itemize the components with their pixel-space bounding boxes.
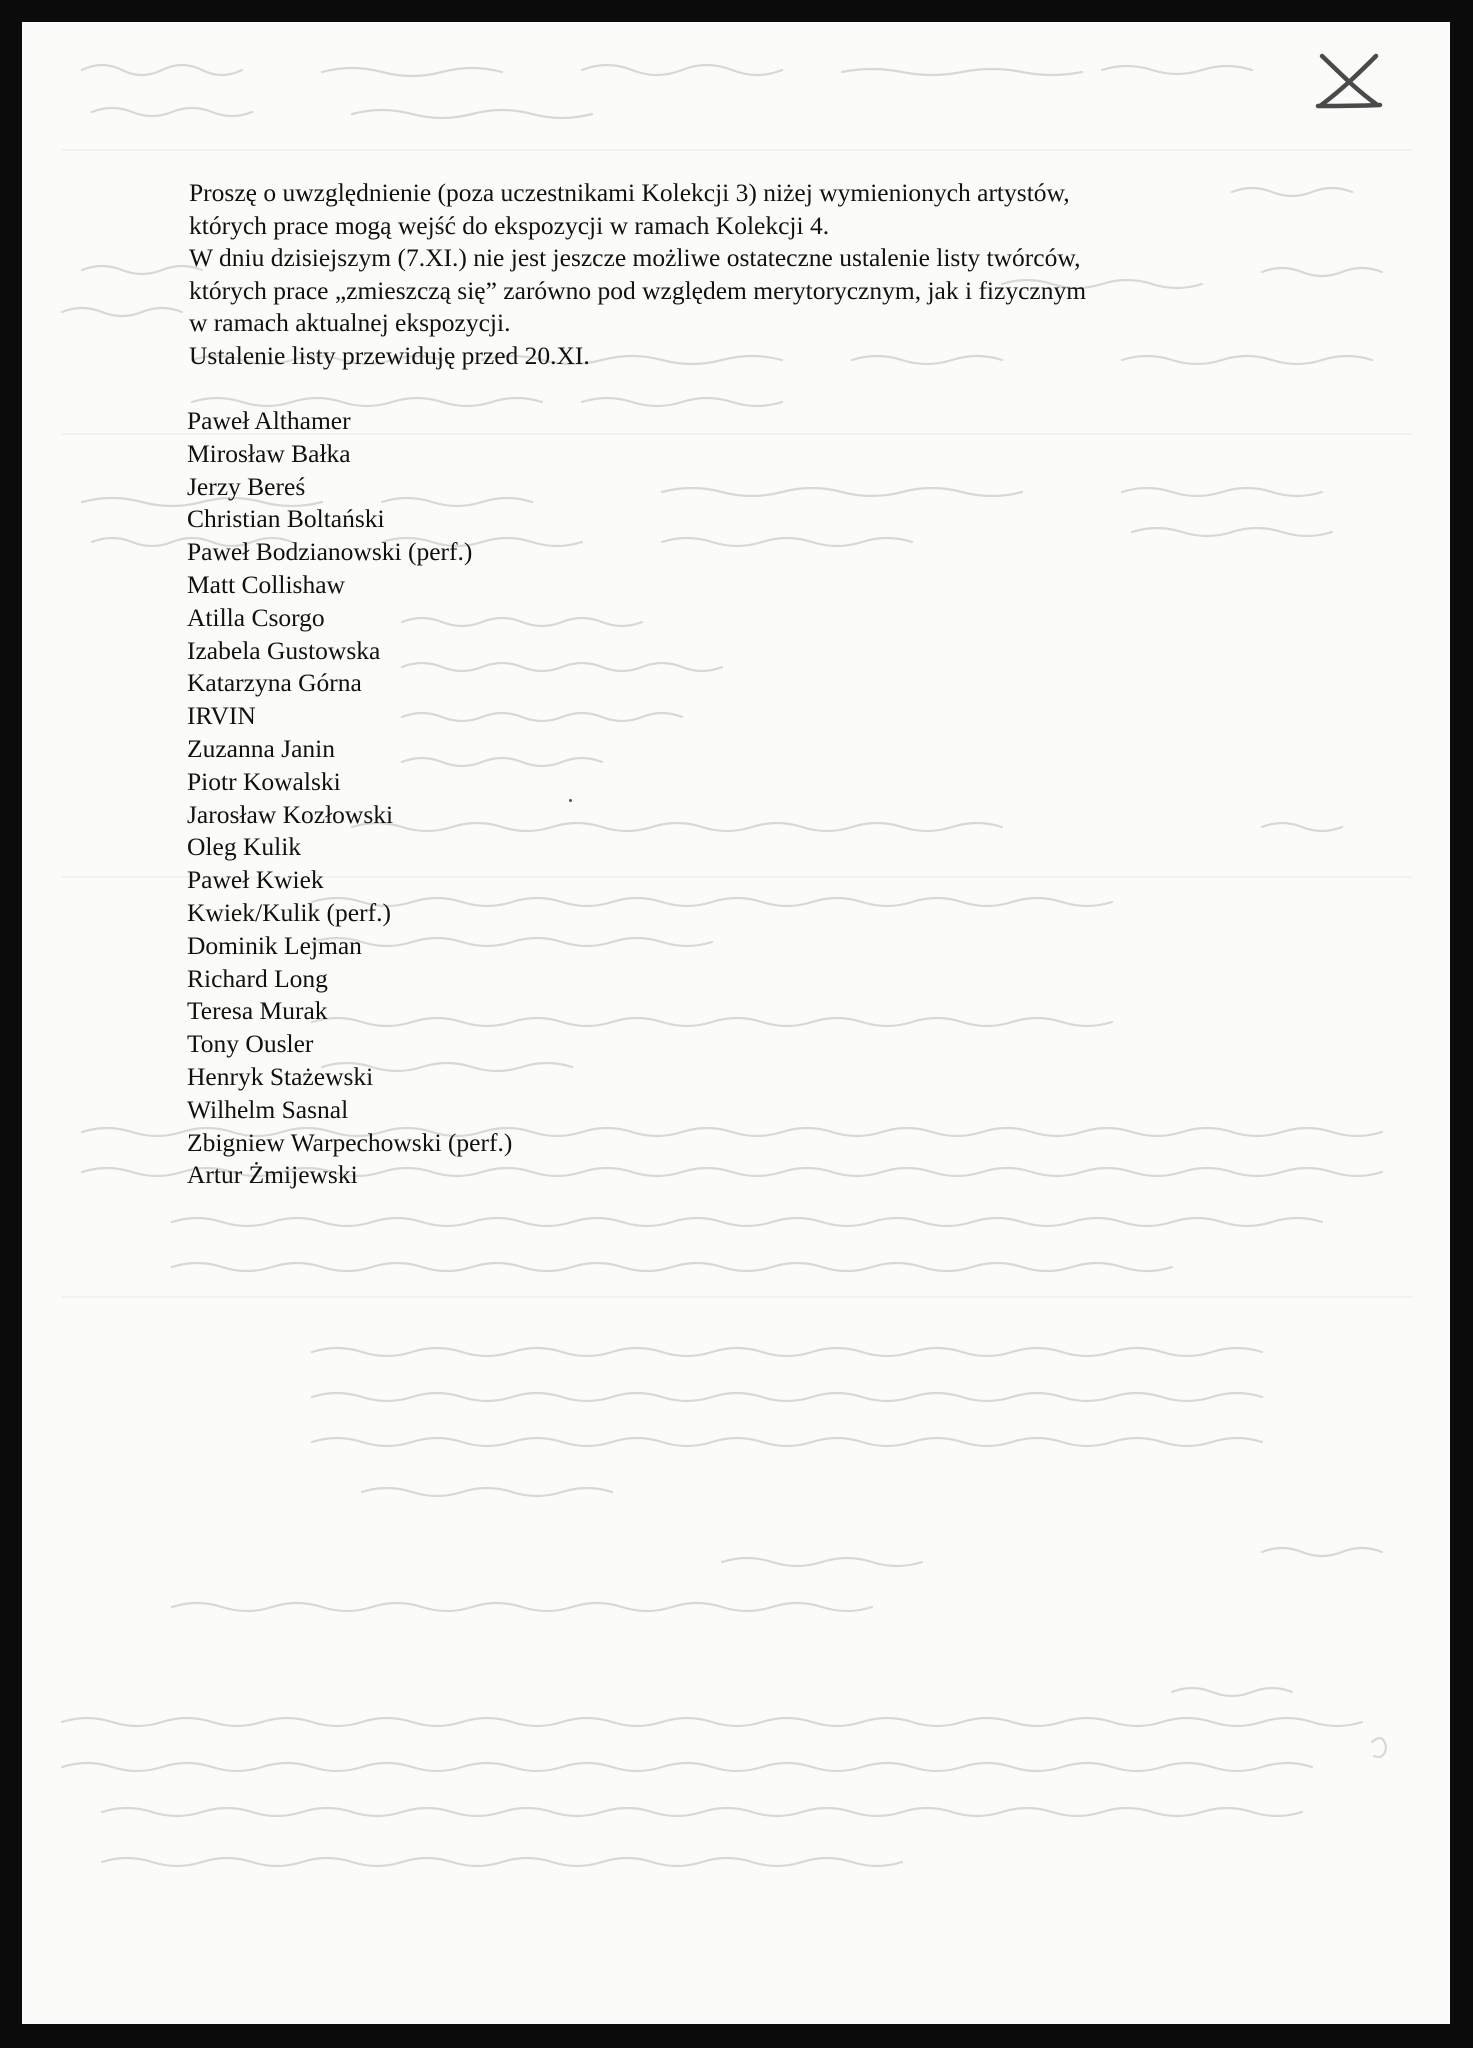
artist-name: Oleg Kulik: [187, 832, 302, 862]
intro-line: których prace mogą wejść do ekspozycji w ramach Kolekcji 4.: [189, 210, 830, 240]
artist-name: Jarosław Kozłowski: [187, 799, 394, 829]
ink-speck: [569, 799, 572, 802]
document-page: [22, 22, 1450, 2024]
intro-line: Ustalenie listy przewiduję przed 20.XI.: [189, 340, 590, 370]
artist-name: Zuzanna Janin: [187, 733, 335, 763]
artist-name: Zbigniew Warpechowski (perf.): [187, 1127, 513, 1157]
artist-name: Mirosław Bałka: [187, 438, 351, 468]
artist-name: Piotr Kowalski: [187, 766, 341, 796]
cross-mark-icon: [1314, 50, 1384, 110]
artist-name: Teresa Murak: [187, 996, 328, 1026]
artist-name: IRVIN: [187, 701, 256, 731]
artist-name: Atilla Csorgo: [187, 602, 325, 632]
artist-name: Matt Collishaw: [187, 569, 345, 599]
letter-body: [189, 177, 1239, 1192]
artist-name: Richard Long: [187, 963, 328, 993]
artist-name: Paweł Bodzianowski (perf.): [187, 537, 473, 567]
intro-line: Proszę o uwzględnienie (poza uczestnikami Kolekcji 3) niżej wymienionych artystów,: [189, 178, 1070, 207]
artist-list: [187, 405, 1239, 1192]
artist-name: Dominik Lejman: [187, 930, 362, 960]
artist-name: Tony Ousler: [187, 1029, 314, 1059]
intro-paragraph: [189, 177, 1239, 372]
artist-name: Kwiek/Kulik (perf.): [187, 897, 391, 927]
artist-name: Izabela Gustowska: [187, 635, 381, 665]
artist-name: Christian Boltański: [187, 504, 385, 534]
artist-name: Jerzy Bereś: [187, 471, 306, 501]
intro-line: W dniu dzisiejszym (7.XI.) nie jest jeszcze możliwe ostateczne ustalenie listy twórców,: [189, 243, 1081, 272]
intro-line: których prace „zmieszczą się” zarówno pod względem merytorycznym, jak i fizycznym: [189, 275, 1087, 305]
artist-name: Artur Żmijewski: [187, 1160, 358, 1190]
artist-name: Katarzyna Górna: [187, 668, 362, 698]
artist-name: Paweł Althamer: [187, 406, 351, 435]
artist-name: Wilhelm Sasnal: [187, 1094, 349, 1124]
intro-line: w ramach aktualnej ekspozycji.: [189, 308, 511, 337]
artist-name: Paweł Kwiek: [187, 865, 324, 895]
artist-name: Henryk Stażewski: [187, 1061, 374, 1091]
